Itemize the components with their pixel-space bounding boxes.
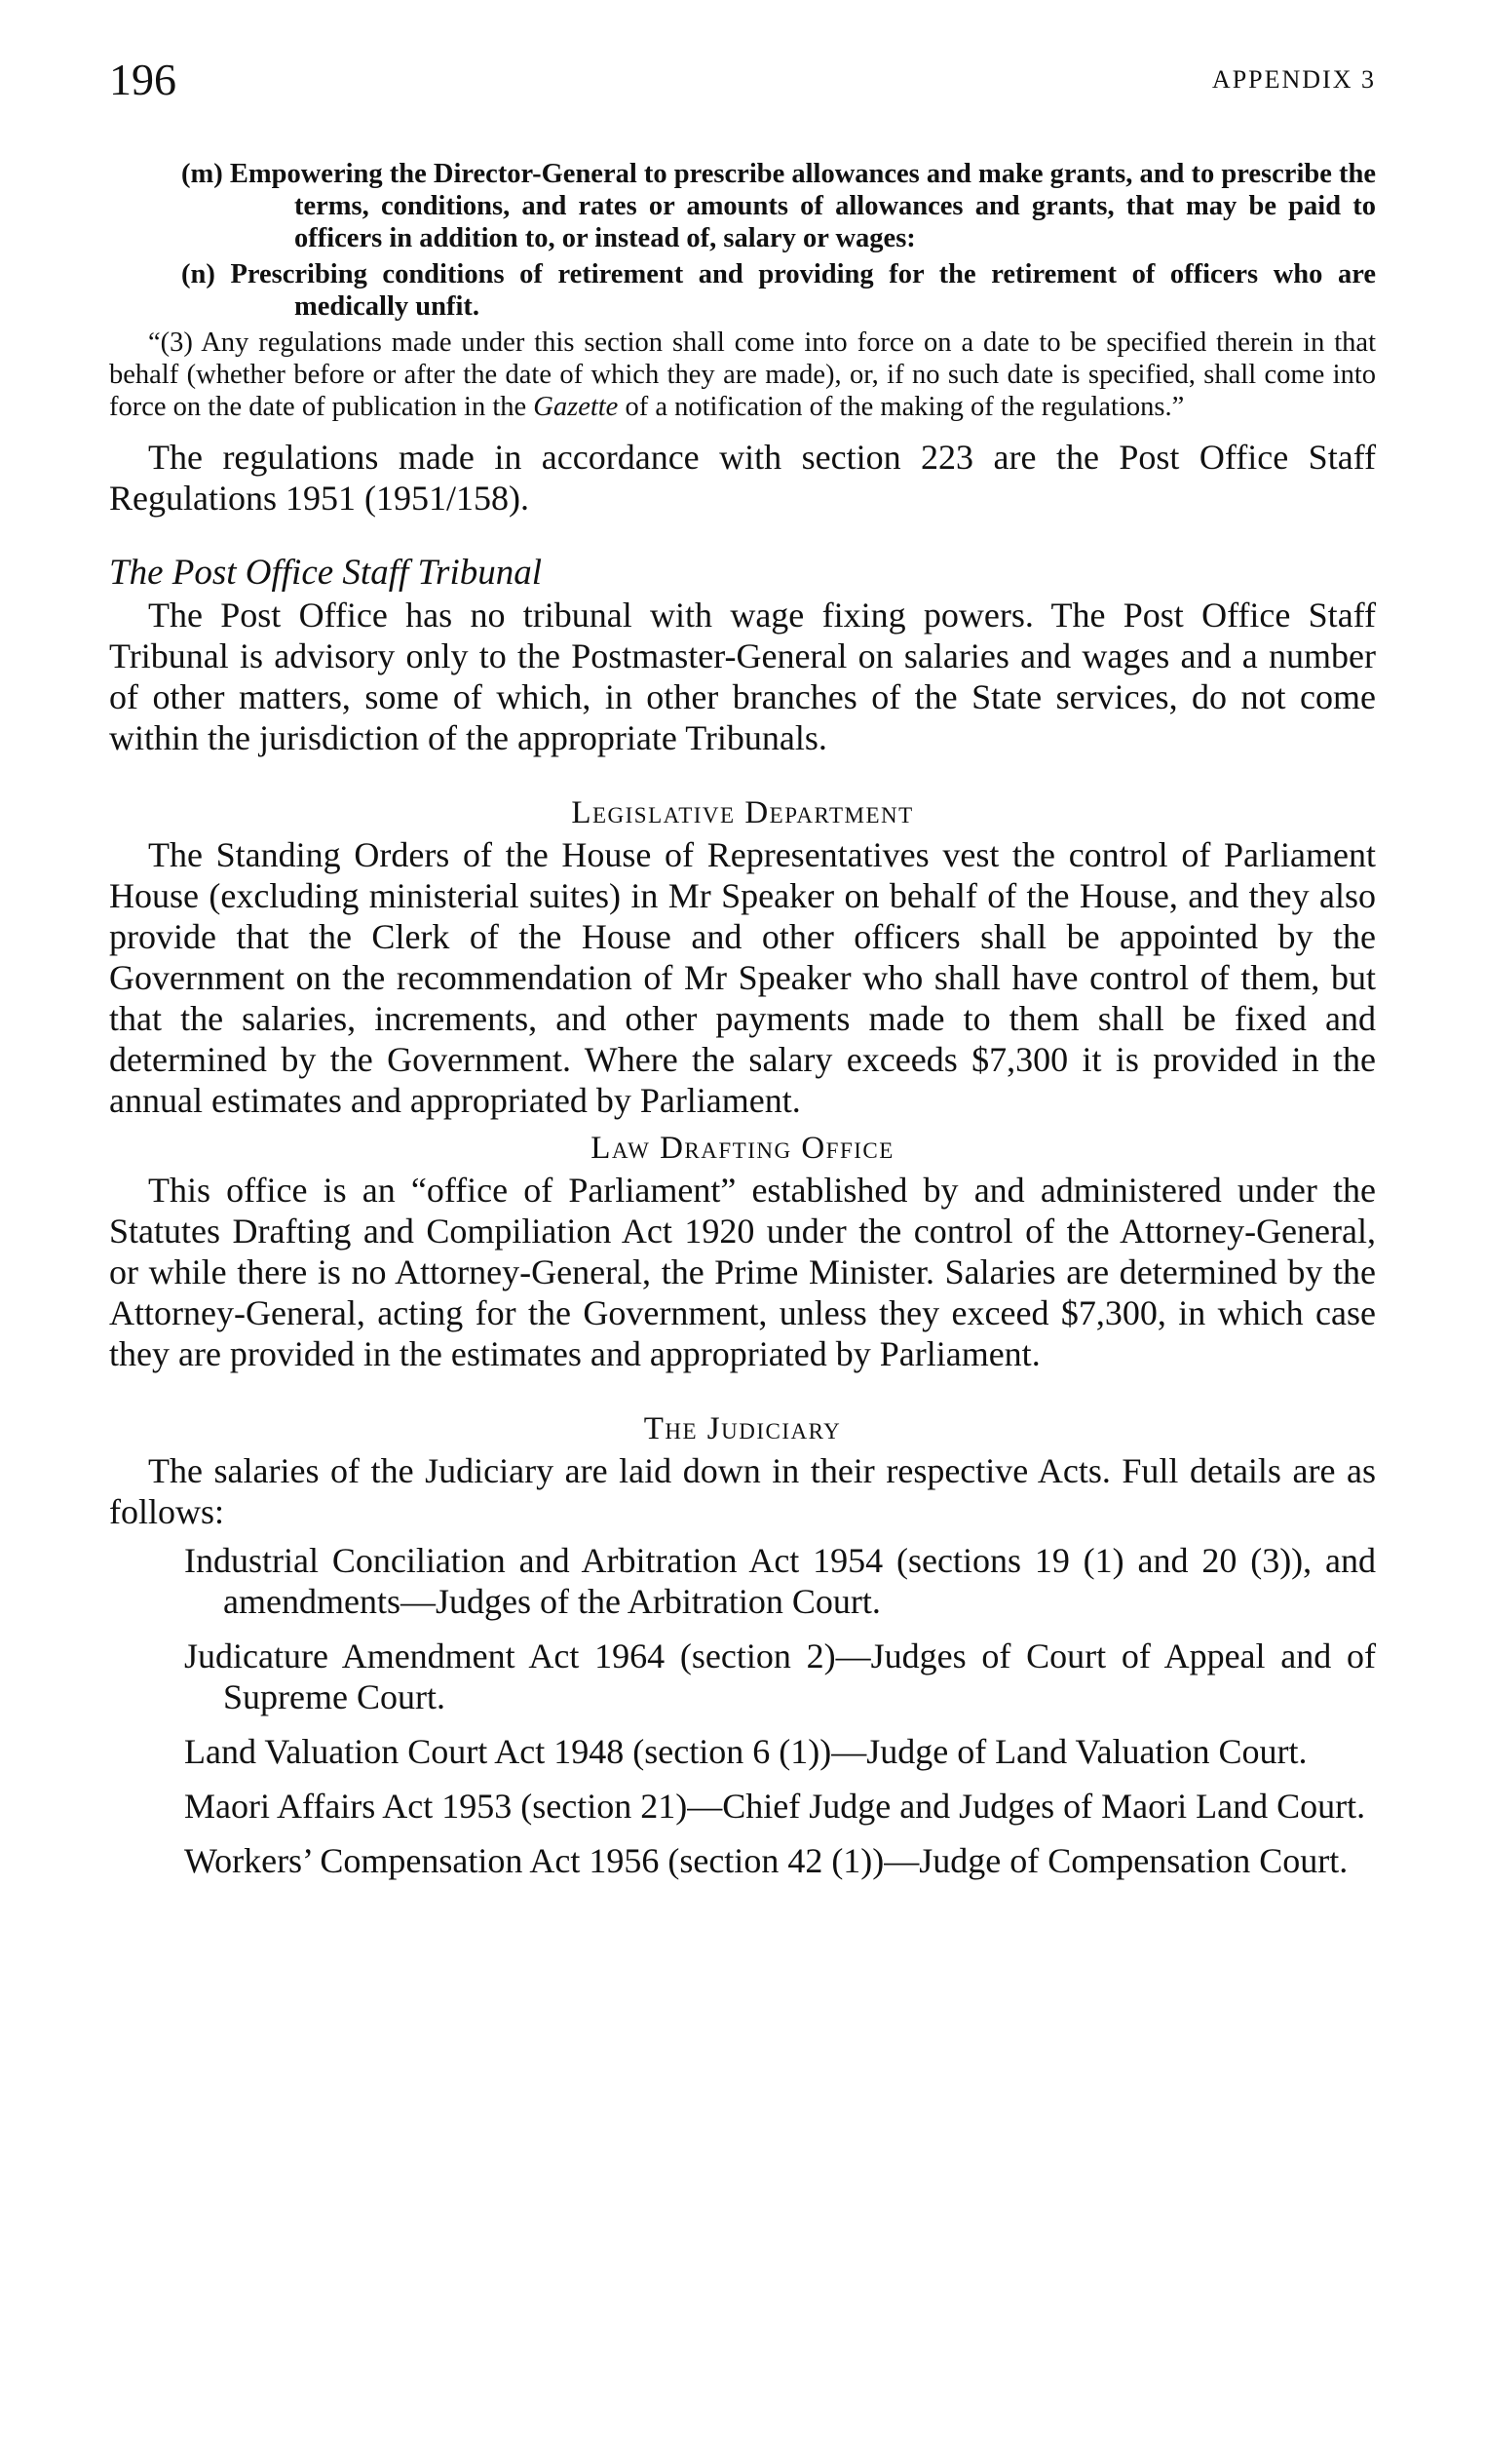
- quote-text-before: “(3) Any regulations made under this section shall come into force on a date to be specified therein in that behalf (whether before or after the date of which they are made), or, if no such date is specified, shall come into force on the date of publication in the: [109, 327, 1376, 422]
- page-body: [109, 158, 1376, 1895]
- law-drafting-heading: Law Drafting Office: [590, 1131, 895, 1166]
- regulations-paragraph: The regulations made in accordance with section 223 are the Post Office Staff Regulations 1951 (1951/158).: [109, 438, 1376, 518]
- page-header: [109, 51, 1376, 109]
- tribunal-heading: The Post Office Staff Tribunal: [109, 553, 543, 593]
- running-head: APPENDIX 3: [1211, 65, 1376, 94]
- clause-label: (m): [181, 159, 223, 189]
- clause-n: [109, 258, 1376, 323]
- tribunal-paragraph: The Post Office has no tribunal with wage fixing powers. The Post Office Staff Tribunal is advisory only to the Postmaster-General on salaries and wages and a number of other matters, some of which, in other branches of the State services, do not come within the jurisdiction of the appropriate Tribunals.: [109, 596, 1376, 757]
- page-number: 196: [109, 55, 176, 104]
- legislative-paragraph: The Standing Orders of the House of Representatives vest the control of Parliament House (excluding ministerial suites) in Mr Speaker on behalf of the House, and they also provide that the Clerk of the House and other officers shall be appointed by the Government on the recommendation of Mr Speaker who shall have control of them, but that the salaries, increments, and other payments made to them shall be fixed and determined by the Government. Where the salary exceeds $7,300 it is provided in the annual estimates and appropriated by Parliament.: [109, 835, 1376, 1120]
- judiciary-heading: The Judiciary: [643, 1411, 842, 1446]
- list-item: Maori Affairs Act 1953 (section 21)—Chief Judge and Judges of Maori Land Court.: [184, 1787, 1366, 1826]
- clause-m: [109, 158, 1376, 254]
- quoted-subsection-3: [109, 327, 1376, 423]
- clause-text: Empowering the Director-General to prescribe allowances and make grants, and to prescribe the terms, conditions, and rates or amounts of allowances and grants, that may be paid to officers in addition to, or instead of, salary or wages:: [229, 159, 1376, 253]
- list-item: Industrial Conciliation and Arbitration Act 1954 (sections 19 (1) and 20 (3)), and amendments—Judges of the Arbitration Court.: [184, 1541, 1376, 1621]
- quote-text-after: of a notification of the making of the regulations.”: [618, 392, 1185, 422]
- judiciary-acts-list: [109, 1540, 1376, 1881]
- gazette-italic: Gazette: [533, 392, 619, 422]
- law-drafting-paragraph: This office is an “office of Parliament” established by and administered under the Statutes Drafting and Compiliation Act 1920 under the control of the Attorney-General, or while there is no Attorney-General, the Prime Minister. Salaries are determined by the Attorney-General, acting for the Government, unless they exceed $7,300, in which case they are provided in the estimates and appropriated by Parliament.: [109, 1171, 1376, 1373]
- clause-text: Prescribing conditions of retirement and providing for the retirement of officers who are medically unfit.: [230, 259, 1377, 322]
- list-item: Judicature Amendment Act 1964 (section 2)—Judges of Court of Appeal and of Supreme Court.: [184, 1636, 1376, 1716]
- judiciary-intro: The salaries of the Judiciary are laid down in their respective Acts. Full details are as follows:: [109, 1451, 1376, 1531]
- clause-label: (n): [181, 259, 215, 289]
- legislative-heading: Legislative Department: [571, 795, 914, 830]
- list-item: Workers’ Compensation Act 1956 (section 42 (1))—Judge of Compensation Court.: [184, 1841, 1349, 1880]
- list-item: Land Valuation Court Act 1948 (section 6 (1))—Judge of Land Valuation Court.: [184, 1732, 1308, 1771]
